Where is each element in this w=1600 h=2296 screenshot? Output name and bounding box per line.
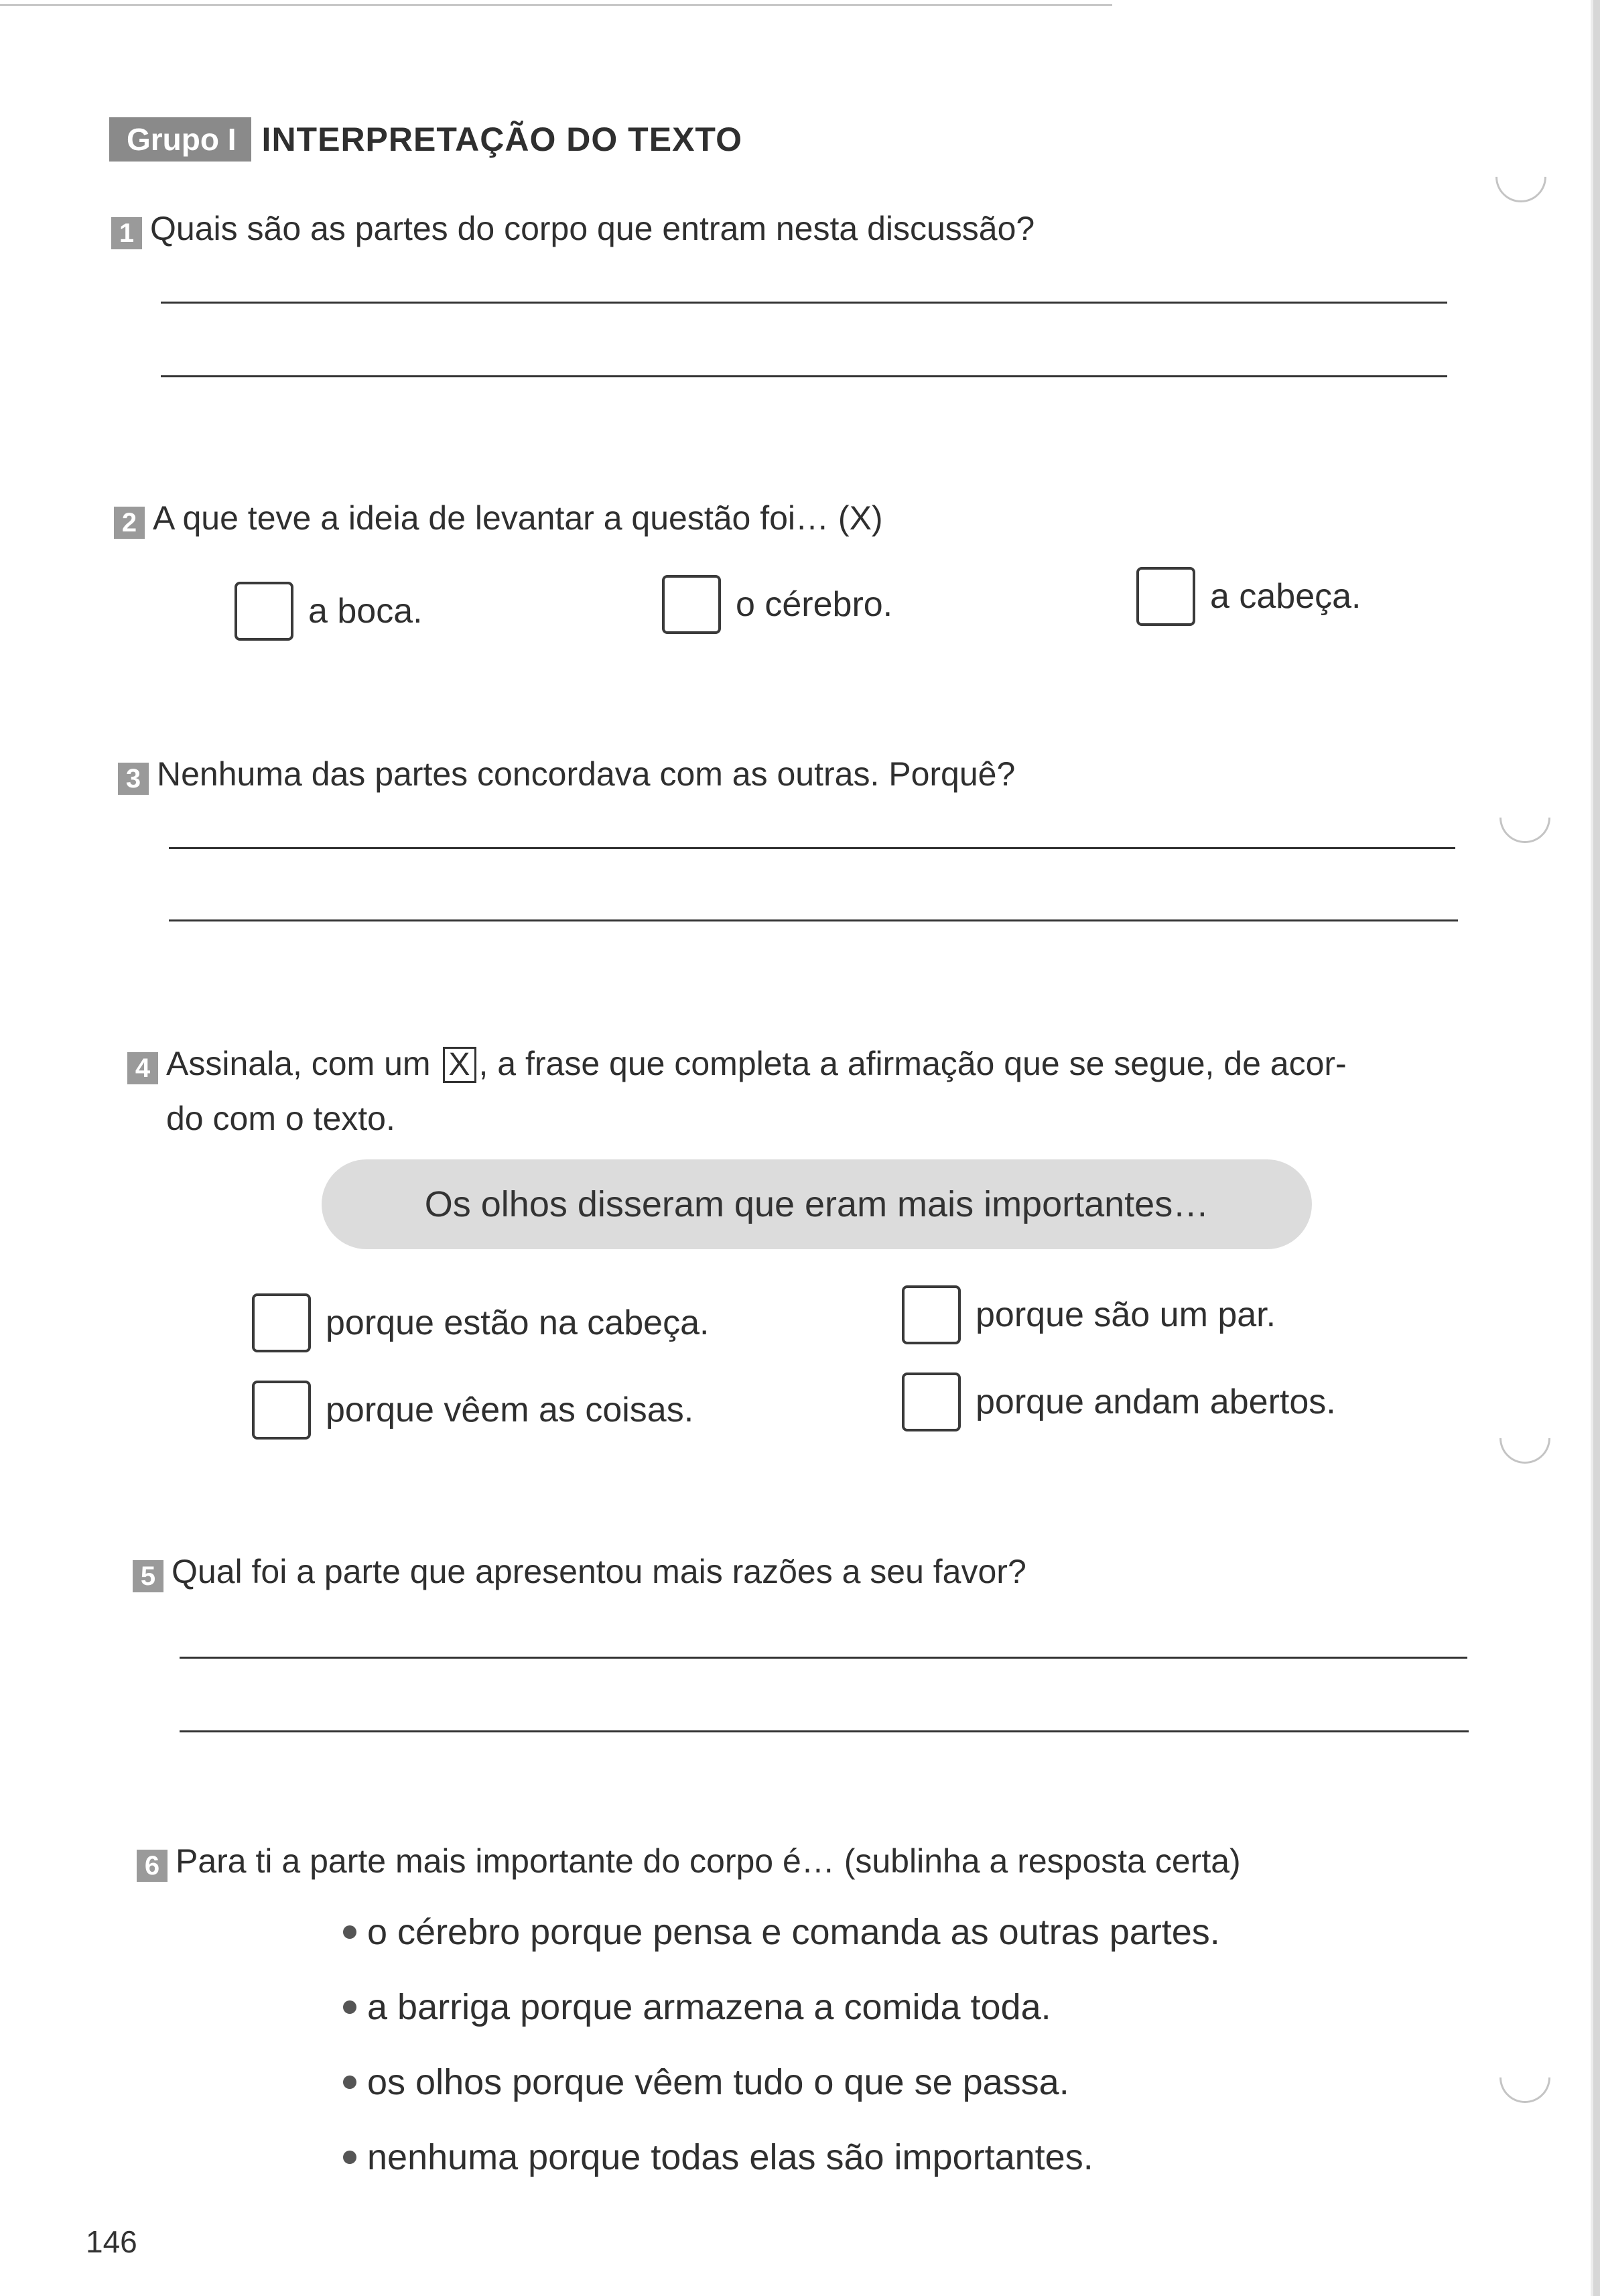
group-title: INTERPRETAÇÃO DO TEXTO (261, 121, 742, 158)
page-edge (1593, 0, 1600, 2296)
group-badge: Grupo I (109, 117, 251, 162)
option-label: o cérebro. (736, 585, 893, 624)
bullet-icon (343, 1925, 356, 1939)
statement-banner (322, 1159, 1312, 1249)
option-estao-na-cabeca[interactable] (252, 1293, 709, 1352)
option-label: a boca. (308, 592, 423, 631)
binder-hole-mark (1485, 141, 1556, 212)
bullet-text: a barriga porque armazena a comida toda. (367, 1987, 1051, 2027)
option-label: porque vêem as coisas. (326, 1391, 694, 1429)
question-6 (137, 1844, 1241, 1889)
page-number: 146 (86, 2224, 137, 2259)
answer-line[interactable] (161, 302, 1447, 304)
option-cerebro[interactable] (662, 575, 892, 634)
answer-line[interactable] (169, 919, 1458, 921)
option-label: porque são um par. (976, 1295, 1276, 1334)
question-number: 4 (127, 1052, 158, 1084)
option-cabeca[interactable] (1136, 567, 1361, 626)
question-2 (114, 501, 883, 546)
bullet-text: os olhos porque vêem tudo o que se passa. (367, 2062, 1069, 2102)
answer-option-cerebro[interactable] (343, 1911, 1220, 1953)
option-andam-abertos[interactable] (902, 1373, 1336, 1431)
question-number: 3 (118, 763, 149, 795)
bullet-icon (343, 2076, 356, 2089)
option-sao-um-par[interactable] (902, 1285, 1276, 1344)
question-text (166, 1036, 1347, 1146)
answer-line[interactable] (180, 1730, 1469, 1732)
answer-option-barriga[interactable] (343, 1986, 1051, 2028)
question-4 (127, 1047, 1347, 1146)
group-header (109, 117, 742, 162)
question-number: 6 (137, 1850, 168, 1882)
answer-option-olhos[interactable] (343, 2061, 1069, 2103)
question-text: Quais são as partes do corpo que entram nesta discussão? (150, 210, 1035, 247)
option-label: porque andam abertos. (976, 1383, 1336, 1421)
question-number: 1 (111, 217, 142, 249)
bullet-icon (343, 2000, 356, 2014)
checkbox[interactable] (662, 575, 721, 634)
binder-hole-mark (1489, 1402, 1560, 1474)
option-boca[interactable] (235, 582, 423, 641)
question-number: 5 (133, 1560, 163, 1592)
option-label: porque estão na cabeça. (326, 1303, 710, 1342)
question-text: Nenhuma das partes concordava com as outras. Porquê? (157, 755, 1016, 793)
question-text-part: Assinala, com um (166, 1045, 431, 1082)
checkbox[interactable] (902, 1373, 961, 1431)
top-rule (0, 4, 1112, 6)
checkbox[interactable] (1136, 567, 1195, 626)
answer-line[interactable] (161, 375, 1447, 377)
mark-example-box: X (443, 1047, 476, 1083)
option-veem-as-coisas[interactable] (252, 1381, 693, 1440)
answer-line[interactable] (169, 847, 1455, 849)
answer-option-nenhuma[interactable] (343, 2136, 1093, 2178)
question-text: A que teve a ideia de levantar a questão foi… (X) (153, 499, 883, 537)
question-text: Qual foi a parte que apresentou mais razões a seu favor? (172, 1553, 1026, 1590)
question-3 (118, 757, 1015, 802)
option-label: a cabeça. (1210, 577, 1361, 616)
question-1 (111, 212, 1035, 256)
checkbox[interactable] (902, 1285, 961, 1344)
checkbox[interactable] (252, 1293, 311, 1352)
question-number: 2 (114, 507, 145, 539)
bullet-text: nenhuma porque todas elas são importantes. (367, 2137, 1093, 2177)
statement-text: Os olhos disseram que eram mais importantes… (424, 1184, 1209, 1224)
binder-hole-mark (1489, 781, 1560, 853)
question-text-part: do com o texto. (166, 1100, 395, 1137)
bullet-icon (343, 2151, 356, 2164)
bullet-text: o cérebro porque pensa e comanda as outras partes. (367, 1912, 1220, 1952)
binder-hole-mark (1489, 2041, 1560, 2113)
answer-line[interactable] (180, 1657, 1467, 1659)
question-5 (133, 1555, 1026, 1599)
checkbox[interactable] (252, 1381, 311, 1440)
question-text-part: , a frase que completa a afirmação que se segue, de acor- (478, 1045, 1347, 1082)
checkbox[interactable] (235, 582, 293, 641)
question-text: Para ti a parte mais importante do corpo é… (sublinha a resposta certa) (176, 1842, 1241, 1880)
